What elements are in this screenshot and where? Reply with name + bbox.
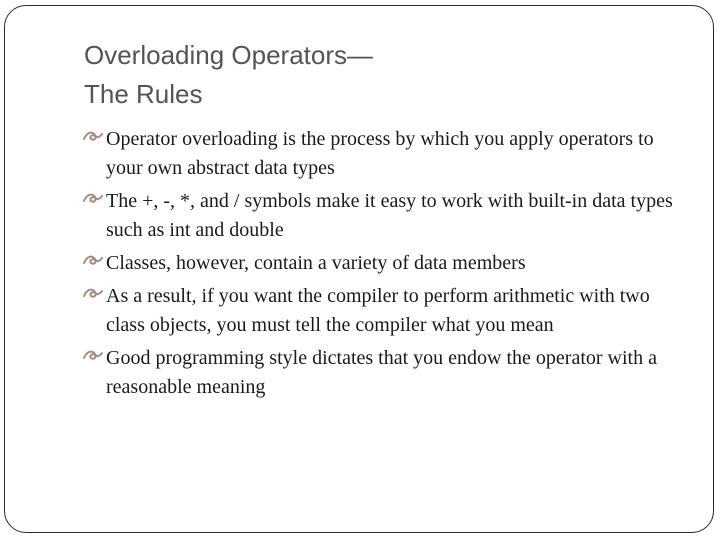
bullet-text: Operator overloading is the process by which you apply operators to your own abstract data types — [106, 128, 654, 179]
bullet-list — [82, 125, 692, 406]
slide-title-line-1: Overloading Operators— — [84, 40, 374, 70]
bullet-text: Classes, however, contain a variety of data members — [106, 252, 526, 274]
flourish-icon — [82, 126, 104, 148]
flourish-icon — [82, 250, 104, 272]
bullet-item — [82, 249, 692, 278]
bullet-text: As a result, if you want the compiler to perform arithmetic with two class objects, you must tell the compiler what you mean — [106, 285, 650, 336]
slide-title-line-2: The Rules — [84, 79, 203, 109]
bullet-item — [82, 187, 692, 245]
slide-title — [84, 36, 644, 114]
flourish-icon — [82, 283, 104, 305]
bullet-item — [82, 125, 692, 183]
bullet-text: Good programming style dictates that you endow the operator with a reasonable meaning — [106, 347, 657, 398]
bullet-text: The +, -, *, and / symbols make it easy to work with built-in data types such as int and double — [106, 190, 673, 241]
flourish-icon — [82, 345, 104, 367]
slide-frame — [4, 5, 714, 533]
bullet-item — [82, 282, 692, 340]
flourish-icon — [82, 188, 104, 210]
bullet-item — [82, 344, 692, 402]
